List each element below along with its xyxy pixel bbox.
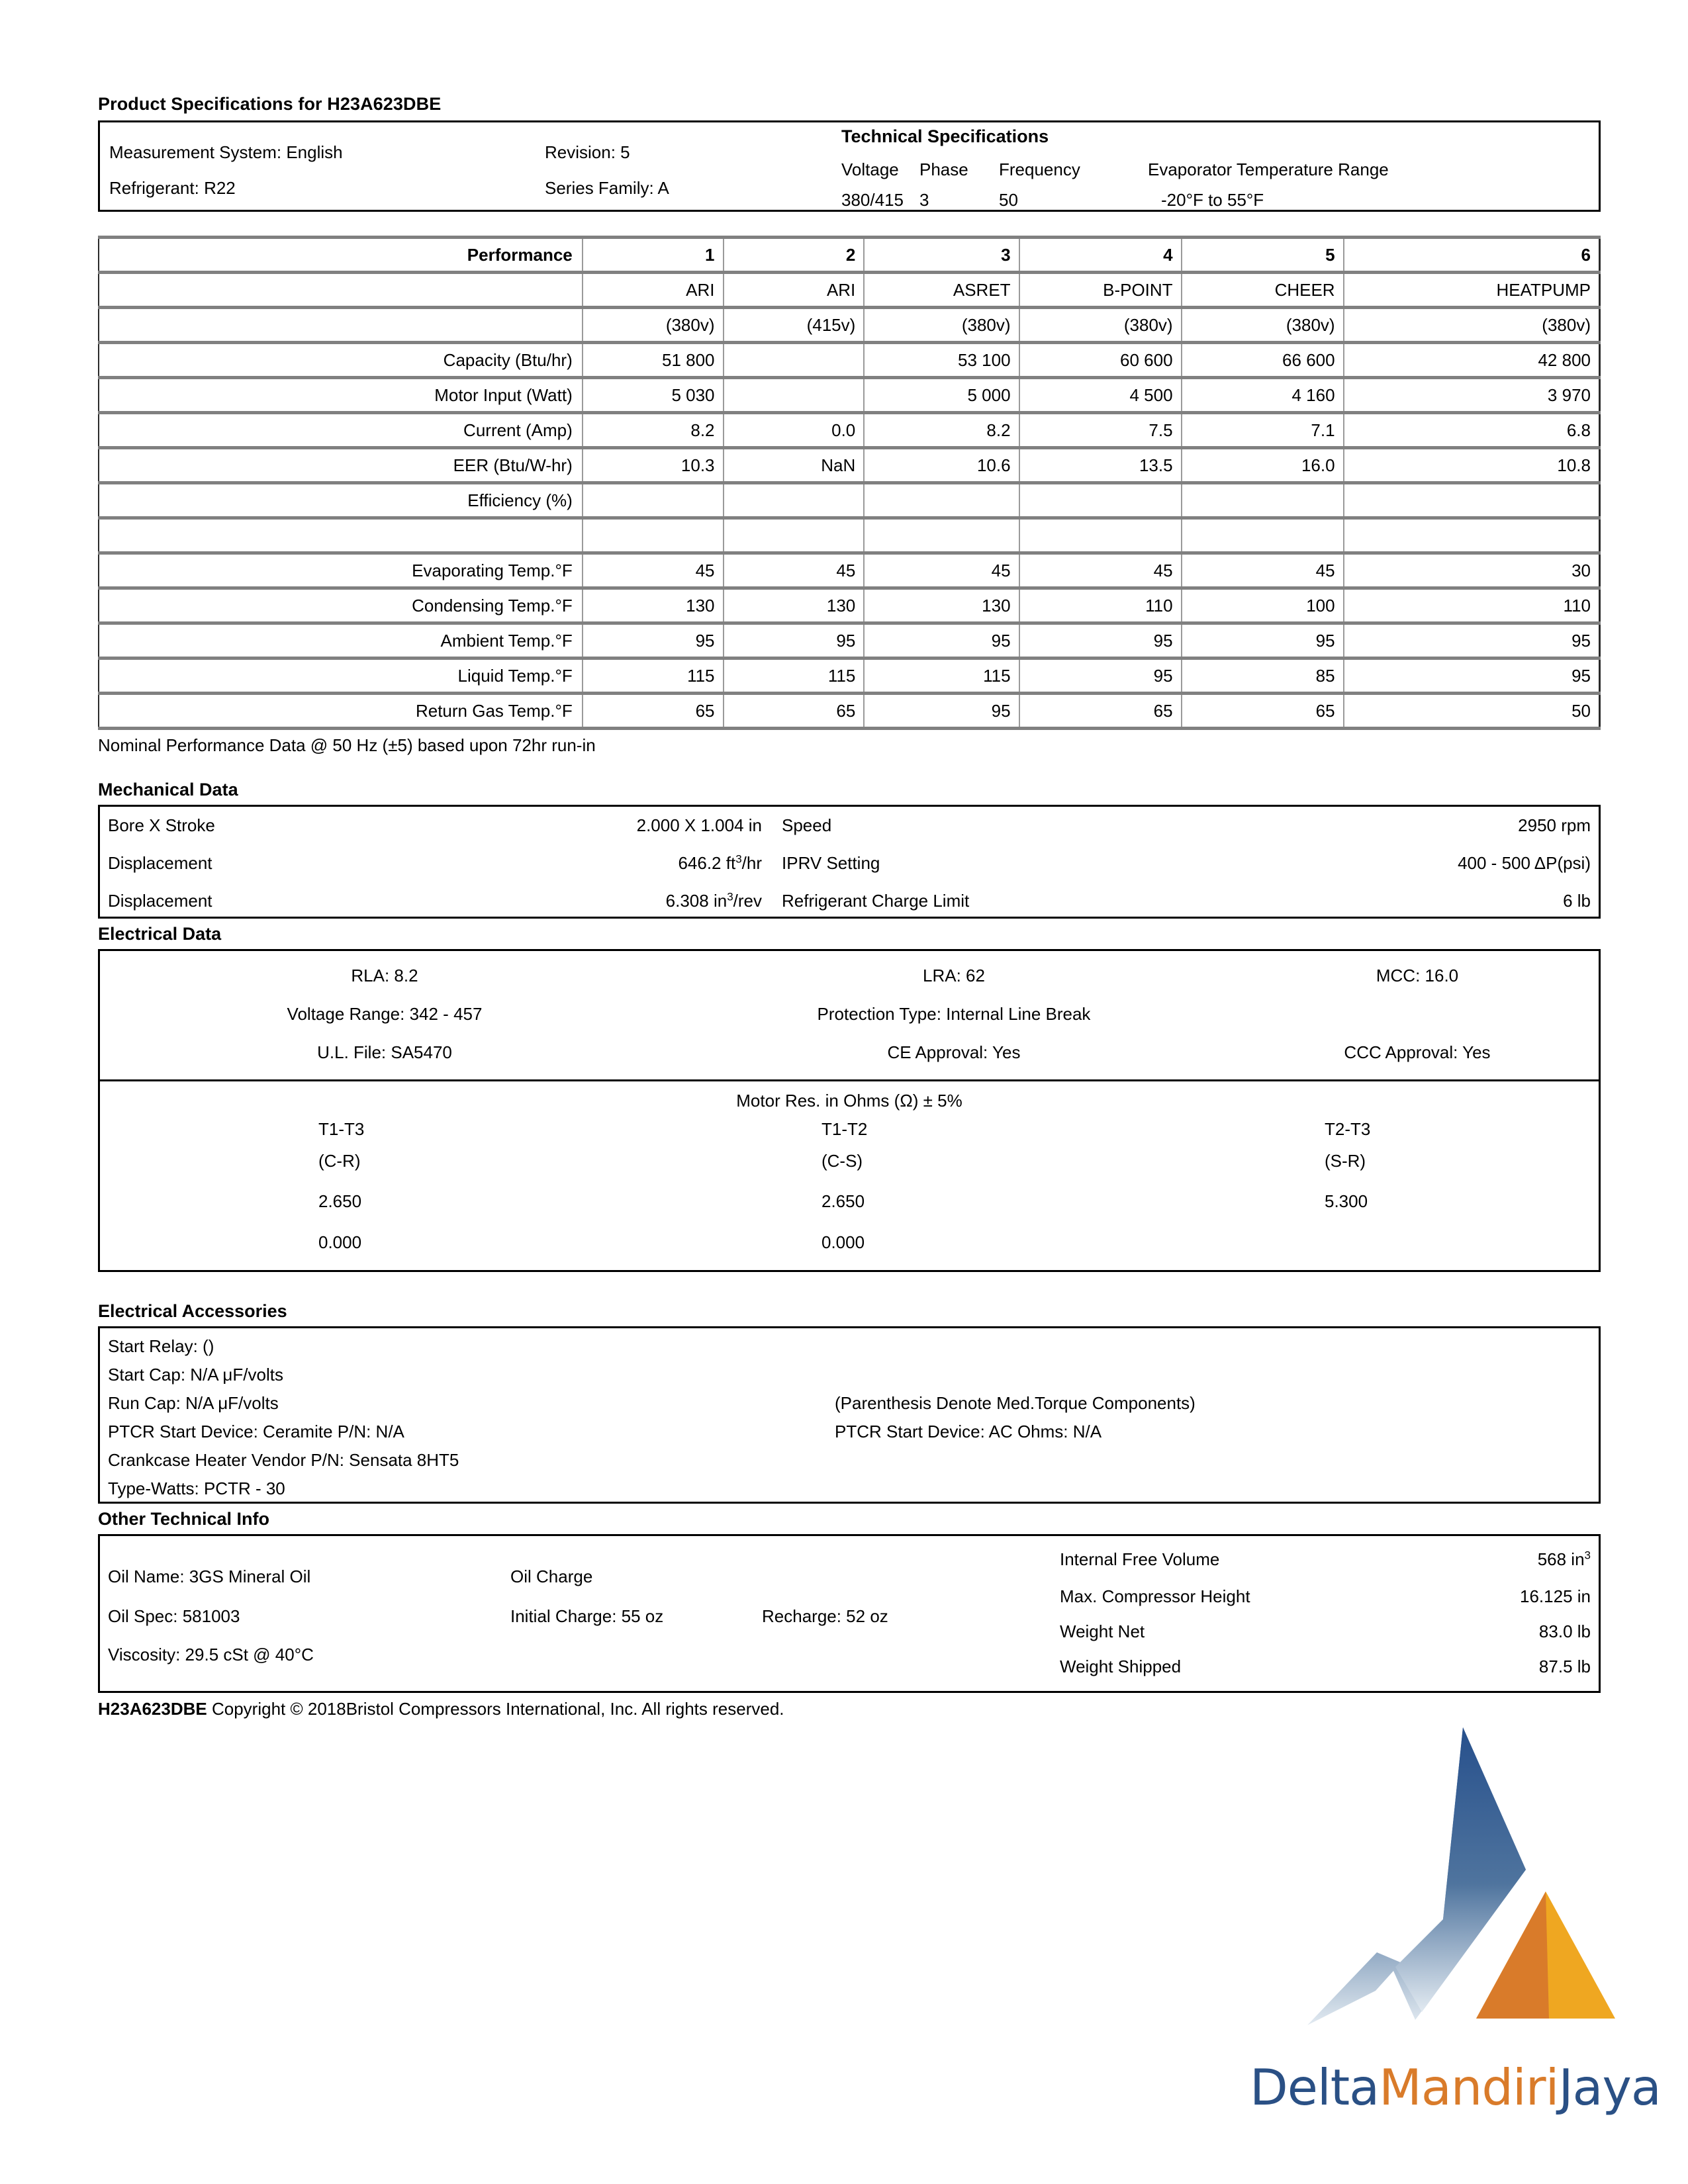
internal-free-volume-value xyxy=(1538,1549,1591,1570)
motor-row-codes xyxy=(100,1151,1599,1184)
ptcr-ac-ohms-text: PTCR Start Device: AC Ohms: N/A xyxy=(835,1422,1102,1441)
terminal-t1-t2: T1-T2 xyxy=(821,1119,868,1139)
resistance-value-alt-2: 0.000 xyxy=(821,1232,865,1252)
cell: 45 xyxy=(583,553,724,588)
cell: 95 xyxy=(583,623,724,659)
weight-shipped-label: Weight Shipped xyxy=(1060,1657,1182,1676)
parenthesis-note-text: (Parenthesis Denote Med.Torque Components) xyxy=(835,1393,1196,1413)
terminal-t2-t3: T2-T3 xyxy=(1325,1119,1371,1139)
ul-file-value: U.L. File: SA5470 xyxy=(317,1042,452,1062)
viscosity-text: Viscosity: 29.5 cSt @ 40°C xyxy=(108,1645,314,1664)
cell: 65 xyxy=(724,694,865,729)
cell xyxy=(724,378,865,413)
cell: 10.8 xyxy=(1344,448,1600,483)
oil-name-text: Oil Name: 3GS Mineral Oil xyxy=(108,1567,311,1586)
col-number-1: 1 xyxy=(583,238,724,273)
bore-stroke-value: 2.000 X 1.004 in xyxy=(636,815,762,835)
table-row-header-numbers xyxy=(99,238,1600,273)
max-compressor-height-label: Max. Compressor Height xyxy=(1060,1586,1250,1606)
cell: 130 xyxy=(583,588,724,623)
tech-spec-header-row xyxy=(841,154,1556,185)
cell xyxy=(1182,483,1344,518)
cell xyxy=(864,483,1019,518)
cell: 130 xyxy=(724,588,865,623)
cell: 65 xyxy=(583,694,724,729)
empty-label-names xyxy=(99,273,583,308)
table-row xyxy=(99,588,1600,623)
cell xyxy=(1019,483,1182,518)
header-column-left xyxy=(109,134,343,206)
resistance-value-c-s: 2.650 xyxy=(821,1191,865,1211)
frequency-header: Frequency xyxy=(999,159,1080,179)
row-label: Capacity (Btu/hr) xyxy=(99,343,583,378)
table-row-spacer xyxy=(99,518,1600,553)
cell: 95 xyxy=(724,623,865,659)
phase-value: 3 xyxy=(919,190,929,210)
cell: 95 xyxy=(1344,659,1600,694)
document-content xyxy=(98,0,1601,1719)
cell: 45 xyxy=(1182,553,1344,588)
code-c-s: (C-S) xyxy=(821,1151,863,1171)
cell: 85 xyxy=(1182,659,1344,694)
oil-charge-title: Oil Charge xyxy=(510,1567,593,1586)
displacement-label-2: Displacement xyxy=(108,891,212,911)
cell: 7.5 xyxy=(1019,413,1182,448)
company-logo xyxy=(1244,1721,1661,2144)
copyright-footer xyxy=(98,1699,1601,1719)
row-label: Ambient Temp.°F xyxy=(99,623,583,659)
logo-word-mandiri: Mandiri xyxy=(1379,2058,1559,2116)
displacement-number-2: 6.308 in xyxy=(665,891,727,911)
table-row xyxy=(99,483,1600,518)
mechanical-data-box xyxy=(98,805,1601,919)
cell: 10.3 xyxy=(583,448,724,483)
internal-free-volume-label: Internal Free Volume xyxy=(1060,1549,1220,1569)
cell: 115 xyxy=(583,659,724,694)
voltage-value: 380/415 xyxy=(841,190,904,210)
cell xyxy=(724,518,865,553)
frequency-value: 50 xyxy=(999,190,1018,210)
cell: 110 xyxy=(1344,588,1600,623)
ifv-number: 568 in xyxy=(1537,1549,1585,1569)
voltage-header: Voltage xyxy=(841,159,899,179)
cell: 5 000 xyxy=(864,378,1019,413)
row-label: Evaporating Temp.°F xyxy=(99,553,583,588)
cell: 60 600 xyxy=(1019,343,1182,378)
table-row-header-names xyxy=(99,273,1600,308)
speed-label: Speed xyxy=(782,815,832,835)
superscript-3-b: 3 xyxy=(727,890,733,903)
col-voltage-5: (380v) xyxy=(1182,308,1344,343)
row-label: Efficiency (%) xyxy=(99,483,583,518)
header-info-box xyxy=(98,120,1601,212)
motor-row-values-1 xyxy=(100,1191,1599,1224)
col-voltage-4: (380v) xyxy=(1019,308,1182,343)
cell: 95 xyxy=(1344,623,1600,659)
code-c-r: (C-R) xyxy=(318,1151,361,1171)
other-technical-info-box xyxy=(98,1534,1601,1693)
cell: 95 xyxy=(1019,623,1182,659)
row-label: Condensing Temp.°F xyxy=(99,588,583,623)
col-number-2: 2 xyxy=(724,238,865,273)
logo-mark-icon xyxy=(1244,1721,1615,2065)
row-label: Return Gas Temp.°F xyxy=(99,694,583,729)
other-technical-info-heading: Other Technical Info xyxy=(98,1509,270,1529)
performance-label: Performance xyxy=(99,238,583,273)
iprv-setting-value: 400 - 500 ΔP(psi) xyxy=(1458,853,1591,873)
cell xyxy=(1344,483,1600,518)
cell: 95 xyxy=(1019,659,1182,694)
motor-resistance-heading: Motor Res. in Ohms (Ω) ± 5% xyxy=(100,1079,1599,1116)
cell: 3 970 xyxy=(1344,378,1600,413)
col-name-3: ASRET xyxy=(864,273,1019,308)
series-family-text: Series Family: A xyxy=(545,178,669,198)
type-watts-text: Type-Watts: PCTR - 30 xyxy=(108,1479,285,1498)
electrical-accessories-heading: Electrical Accessories xyxy=(98,1301,287,1321)
cell xyxy=(724,483,865,518)
code-s-r: (S-R) xyxy=(1325,1151,1366,1171)
cell: 45 xyxy=(1019,553,1182,588)
oil-spec-text: Oil Spec: 581003 xyxy=(108,1606,240,1626)
col-voltage-3: (380v) xyxy=(864,308,1019,343)
table-row xyxy=(99,694,1600,729)
displacement-unit-1: /hr xyxy=(741,853,762,873)
technical-specifications-grid xyxy=(841,154,1556,215)
table-row xyxy=(99,378,1600,413)
mechanical-row-bore-stroke xyxy=(100,807,1599,844)
cell: 100 xyxy=(1182,588,1344,623)
row-label xyxy=(99,518,583,553)
cell: 66 600 xyxy=(1182,343,1344,378)
row-label: Motor Input (Watt) xyxy=(99,378,583,413)
mechanical-data-heading: Mechanical Data xyxy=(98,780,238,799)
cell: 4 160 xyxy=(1182,378,1344,413)
cell: 4 500 xyxy=(1019,378,1182,413)
cell: 95 xyxy=(864,694,1019,729)
table-row xyxy=(99,623,1600,659)
cell: 30 xyxy=(1344,553,1600,588)
logo-word-delta: Delta xyxy=(1250,2058,1380,2116)
row-label: Liquid Temp.°F xyxy=(99,659,583,694)
cell xyxy=(583,518,724,553)
page-title: Product Specifications for H23A623DBE xyxy=(98,94,442,114)
ptcr-ceramite-text: PTCR Start Device: Ceramite P/N: N/A xyxy=(108,1422,404,1441)
electrical-row-3 xyxy=(100,1042,1599,1077)
cell xyxy=(1344,518,1600,553)
superscript-3-a: 3 xyxy=(735,852,742,866)
cell: 8.2 xyxy=(583,413,724,448)
mechanical-row-displacement-hr xyxy=(100,844,1599,882)
resistance-value-alt-1: 0.000 xyxy=(318,1232,362,1252)
rla-value: RLA: 8.2 xyxy=(351,966,418,985)
technical-specifications-heading: Technical Specifications xyxy=(841,126,1049,146)
cell: 8.2 xyxy=(864,413,1019,448)
voltage-range-value: Voltage Range: 342 - 457 xyxy=(287,1004,483,1024)
cell: 95 xyxy=(864,623,1019,659)
cell: 10.6 xyxy=(864,448,1019,483)
motor-row-terminals xyxy=(100,1119,1599,1152)
cell: 5 030 xyxy=(583,378,724,413)
weight-net-label: Weight Net xyxy=(1060,1621,1145,1641)
recharge-text: Recharge: 52 oz xyxy=(762,1606,888,1626)
resistance-value-s-r: 5.300 xyxy=(1325,1191,1368,1211)
table-row xyxy=(99,553,1600,588)
cell: 45 xyxy=(864,553,1019,588)
cell: 50 xyxy=(1344,694,1600,729)
row-label: Current (Amp) xyxy=(99,413,583,448)
table-row xyxy=(99,413,1600,448)
cell: 95 xyxy=(1182,623,1344,659)
refrigerant-text: Refrigerant: R22 xyxy=(109,178,236,198)
table-row-header-voltages xyxy=(99,308,1600,343)
initial-charge-text: Initial Charge: 55 oz xyxy=(510,1606,664,1626)
performance-table xyxy=(98,236,1601,730)
cell xyxy=(1182,518,1344,553)
cell xyxy=(724,343,865,378)
cell: 65 xyxy=(1182,694,1344,729)
header-column-middle xyxy=(545,134,669,206)
electrical-row-2 xyxy=(100,1004,1599,1038)
logo-word-jaya: Jaya xyxy=(1558,2058,1661,2116)
crankcase-heater-text: Crankcase Heater Vendor P/N: Sensata 8HT5 xyxy=(108,1450,459,1470)
cell: 53 100 xyxy=(864,343,1019,378)
protection-type-value: Protection Type: Internal Line Break xyxy=(817,1004,1091,1024)
col-voltage-6: (380v) xyxy=(1344,308,1600,343)
displacement-number-1: 646.2 ft xyxy=(678,853,736,873)
col-number-3: 3 xyxy=(864,238,1019,273)
cell: 115 xyxy=(864,659,1019,694)
cell: 65 xyxy=(1019,694,1182,729)
cell: 6.8 xyxy=(1344,413,1600,448)
displacement-unit-2: /rev xyxy=(733,891,762,911)
electrical-row-1 xyxy=(100,966,1599,1000)
cell: 130 xyxy=(864,588,1019,623)
evaporator-range-value: -20°F to 55°F xyxy=(1161,190,1264,210)
col-number-6: 6 xyxy=(1344,238,1600,273)
cell: 13.5 xyxy=(1019,448,1182,483)
col-name-2: ARI xyxy=(724,273,865,308)
cell: 45 xyxy=(724,553,865,588)
col-number-4: 4 xyxy=(1019,238,1182,273)
table-row xyxy=(99,343,1600,378)
weight-net-value: 83.0 lb xyxy=(1538,1621,1591,1641)
table-row xyxy=(99,659,1600,694)
cell: 110 xyxy=(1019,588,1182,623)
electrical-accessories-box xyxy=(98,1326,1601,1504)
bore-stroke-label: Bore X Stroke xyxy=(108,815,215,835)
mechanical-row-displacement-rev xyxy=(100,882,1599,920)
cell: 51 800 xyxy=(583,343,724,378)
col-number-5: 5 xyxy=(1182,238,1344,273)
displacement-value-2 xyxy=(444,891,762,911)
weight-shipped-value: 87.5 lb xyxy=(1538,1657,1591,1676)
cell: 7.1 xyxy=(1182,413,1344,448)
performance-footnote: Nominal Performance Data @ 50 Hz (±5) based upon 72hr run-in xyxy=(98,735,596,755)
displacement-label-1: Displacement xyxy=(108,853,212,873)
cell xyxy=(583,483,724,518)
footer-copyright-text: Copyright © 2018Bristol Compressors International, Inc. All rights reserved. xyxy=(207,1699,784,1719)
footer-model-number: H23A623DBE xyxy=(98,1699,207,1719)
max-compressor-height-value: 16.125 in xyxy=(1520,1586,1591,1606)
superscript-3-c: 3 xyxy=(1584,1549,1591,1562)
terminal-t1-t3: T1-T3 xyxy=(318,1119,365,1139)
row-label: EER (Btu/W-hr) xyxy=(99,448,583,483)
start-relay-text: Start Relay: () xyxy=(108,1336,214,1356)
col-name-5: CHEER xyxy=(1182,273,1344,308)
col-name-6: HEATPUMP xyxy=(1344,273,1600,308)
cell: 115 xyxy=(724,659,865,694)
tech-spec-value-row xyxy=(841,185,1556,215)
col-name-4: B-POINT xyxy=(1019,273,1182,308)
run-cap-text: Run Cap: N/A μF/volts xyxy=(108,1393,279,1413)
electrical-top-group xyxy=(100,951,1599,1079)
revision-text: Revision: 5 xyxy=(545,142,630,162)
performance-table-body xyxy=(99,238,1600,729)
refrigerant-charge-limit-value: 6 lb xyxy=(1563,891,1591,911)
empty-label-voltages xyxy=(99,308,583,343)
electrical-data-heading: Electrical Data xyxy=(98,924,222,944)
iprv-setting-label: IPRV Setting xyxy=(782,853,880,873)
mcc-value: MCC: 16.0 xyxy=(1376,966,1459,985)
refrigerant-charge-limit-label: Refrigerant Charge Limit xyxy=(782,891,970,911)
cell xyxy=(1019,518,1182,553)
resistance-value-c-r: 2.650 xyxy=(318,1191,362,1211)
cell: 0.0 xyxy=(724,413,865,448)
start-cap-text: Start Cap: N/A μF/volts xyxy=(108,1365,283,1385)
logo-wordmark xyxy=(1250,2058,1661,2116)
cell: NaN xyxy=(724,448,865,483)
displacement-value-1 xyxy=(444,853,762,874)
cell: 16.0 xyxy=(1182,448,1344,483)
phase-header: Phase xyxy=(919,159,968,179)
ccc-approval-value: CCC Approval: Yes xyxy=(1344,1042,1491,1062)
motor-row-values-2 xyxy=(100,1232,1599,1265)
ce-approval-value: CE Approval: Yes xyxy=(887,1042,1021,1062)
table-row xyxy=(99,448,1600,483)
electrical-data-box xyxy=(98,949,1601,1272)
speed-value: 2950 rpm xyxy=(1518,815,1591,835)
col-name-1: ARI xyxy=(583,273,724,308)
col-voltage-1: (380v) xyxy=(583,308,724,343)
col-voltage-2: (415v) xyxy=(724,308,865,343)
evaporator-range-header: Evaporator Temperature Range xyxy=(1148,159,1389,179)
lra-value: LRA: 62 xyxy=(923,966,985,985)
motor-resistance-grid xyxy=(100,1116,1599,1270)
cell: 42 800 xyxy=(1344,343,1600,378)
cell xyxy=(864,518,1019,553)
measurement-system-text: Measurement System: English xyxy=(109,142,343,162)
